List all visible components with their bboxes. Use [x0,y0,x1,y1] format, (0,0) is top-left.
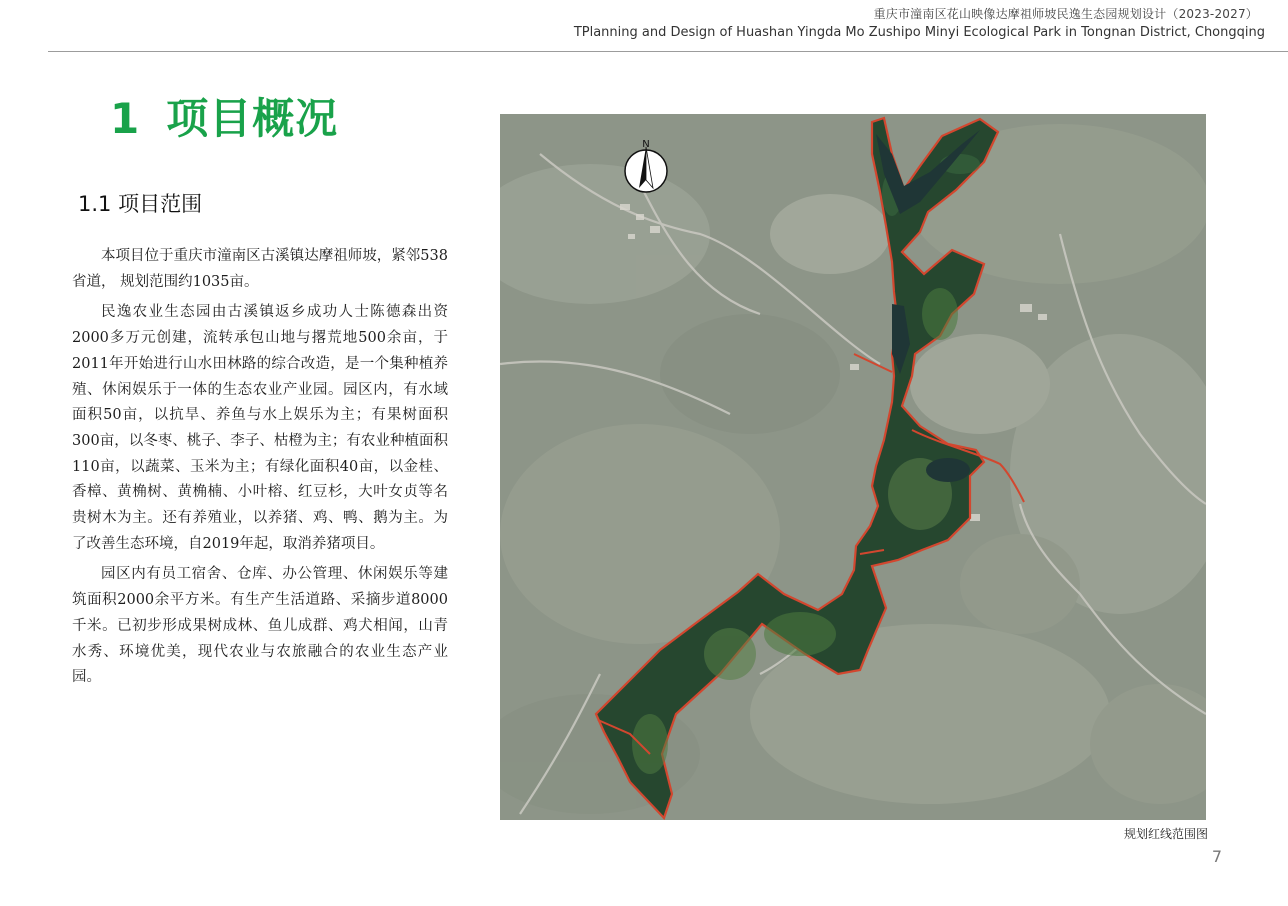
page-number: 7 [1211,847,1222,866]
section-title-text: 项目概况 [166,94,339,143]
header-divider [48,51,1288,52]
header-title-cn: 重庆市潼南区花山映像达摩祖师坡民逸生态园规划设计（2023-2027） [873,7,1258,21]
planning-boundary-map [500,114,1206,820]
north-label: N [642,139,650,150]
body-text [72,244,448,696]
subsection-title: 1.1 项目范围 [78,192,203,216]
header-title-en: TPlanning and Design of Huashan Yingda Mo Zushipo Minyi Ecological Park in Tongnan District, Chongqing [573,25,1265,40]
section-number: 1 [110,94,141,143]
paragraph-location: 本项目位于重庆市潼南区古溪镇达摩祖师坡，紧邻538省道， 规划范围约1035亩。 [72,248,448,290]
map-caption: 规划红线范围图 [1123,827,1208,841]
section-title [110,86,338,146]
paragraph-park-description: 民逸农业生态园由古溪镇返乡成功人士陈德森出资2000多万元创建，流转承包山地与撂荒地500余亩，于2011年开始进行山水田林路的综合改造，是一个集种植养殖、休闲娱乐于一体的生态农业产业园。园区内，有水域面积50亩，以抗旱、养鱼与水上娱乐为主；有果树面积300亩，以冬枣、桃子、李子、枯橙为主；有农业种植面积110亩，以蔬菜、玉米为主；有绿化面积40亩，以金桂、香樟、黄桷树、黄桷楠、小叶榕、红豆杉，大叶女贞等名贵树木为主。还有养殖业，以养猪、鸡、鸭、鹅为主。为了改善生态环境，自2019年起，取消养猪项目。 [72,304,448,552]
paragraph-facilities: 园区内有员工宿舍、仓库、办公管理、休闲娱乐等建筑面积2000余平方米。有生产生活道路、采摘步道8000千米。已初步形成果树成林、鱼儿成群、鸡犬相闻，山青水秀、环境优美，现代农业与农旅融合的农业生态产业园。 [72,566,448,686]
